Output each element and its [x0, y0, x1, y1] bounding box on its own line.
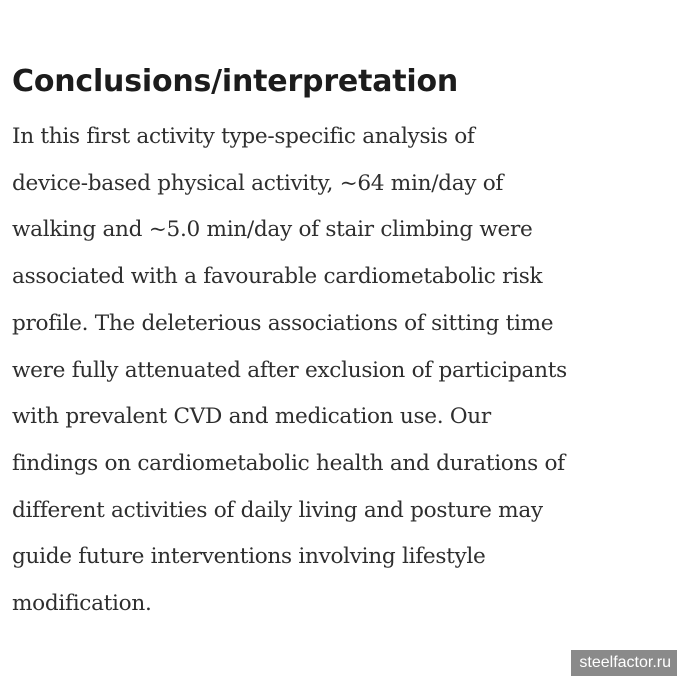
- section-heading: Conclusions/interpretation: [12, 64, 459, 99]
- watermark-label: steelfactor.ru: [571, 650, 677, 676]
- section-body-text: In this first activity type-specific analysis of device-based physical activity, ~64 min/day of walking and ~5.0 min/day of stair climbing were associated with a favourable cardiometabolic risk profile. The deleterious associations of sitting time were fully attenuated after exclusion of participants with prevalent CVD and medication use. Our findings on cardiometabolic health and durations of different activities of daily living and posture may guide future interventions involving lifestyle modification.: [12, 124, 567, 617]
- conclusions-section: [12, 60, 672, 628]
